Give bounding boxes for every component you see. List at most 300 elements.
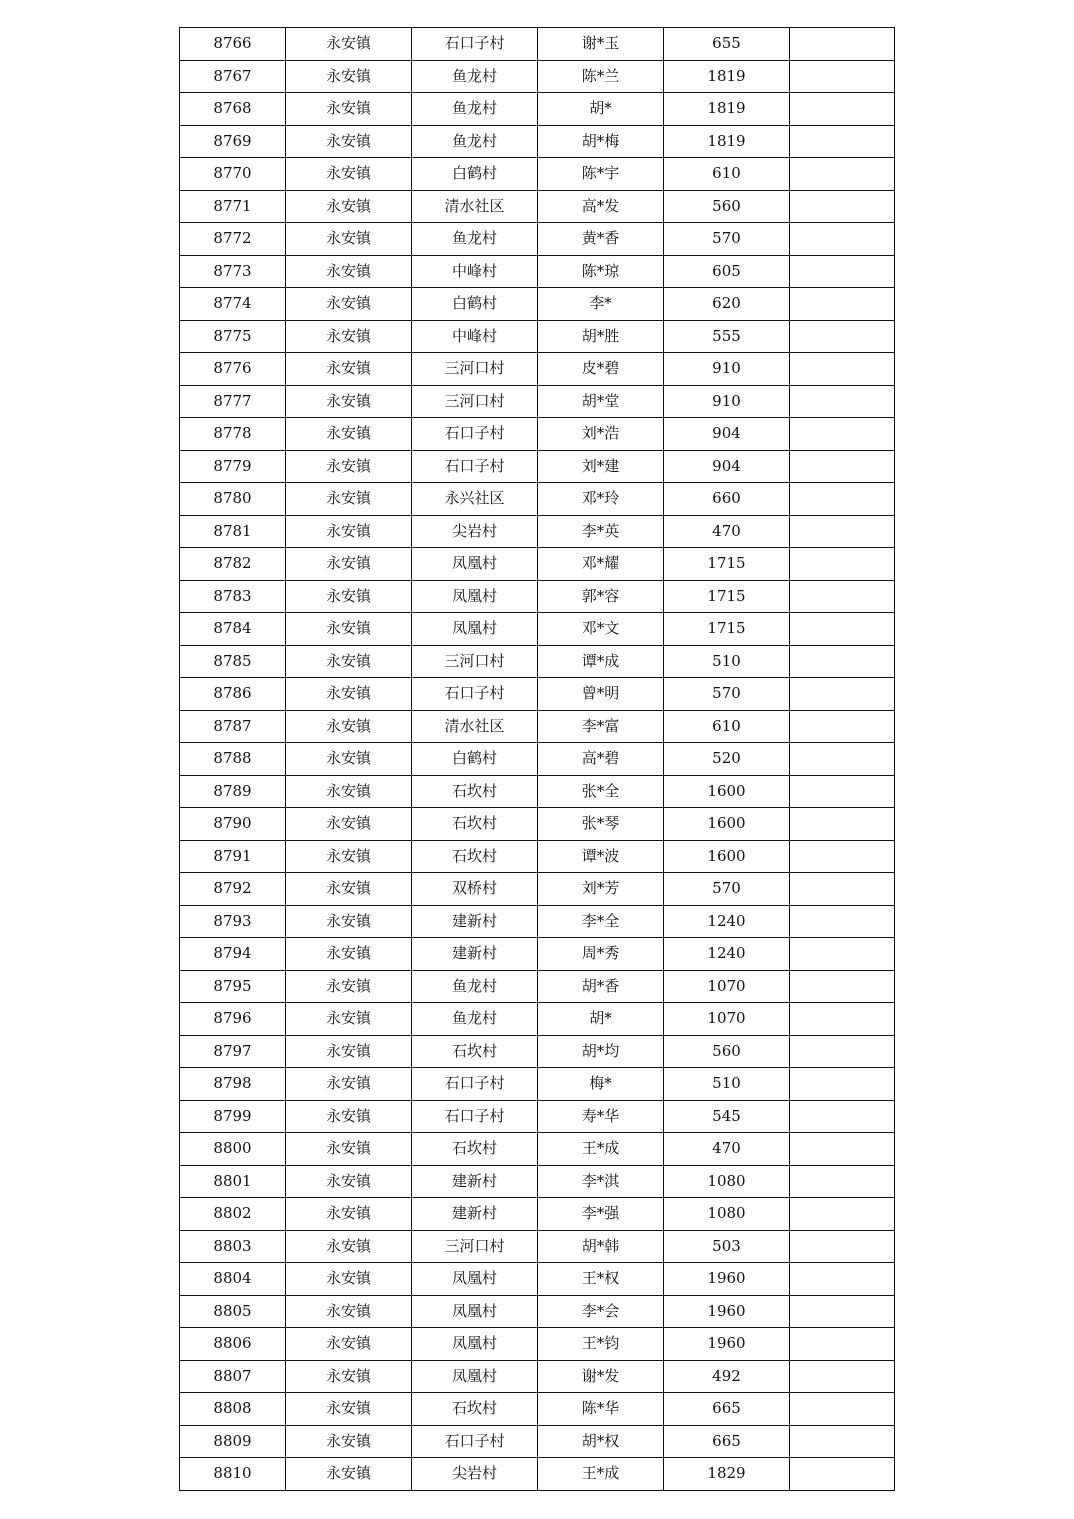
name-cell: 胡*香 — [538, 970, 664, 1003]
name-cell: 王*成 — [538, 1458, 664, 1491]
name-cell: 张*全 — [538, 775, 664, 808]
name-cell: 谢*发 — [538, 1360, 664, 1393]
amount-cell: 1960 — [664, 1263, 790, 1296]
note-cell — [790, 743, 895, 776]
note-cell — [790, 678, 895, 711]
town-cell: 永安镇 — [286, 288, 412, 321]
table-row — [180, 1198, 895, 1231]
amount-cell: 620 — [664, 288, 790, 321]
serial-number-cell: 8807 — [180, 1360, 286, 1393]
serial-number-cell: 8782 — [180, 548, 286, 581]
town-cell: 永安镇 — [286, 1068, 412, 1101]
town-cell: 永安镇 — [286, 93, 412, 126]
amount-cell: 510 — [664, 645, 790, 678]
amount-cell: 492 — [664, 1360, 790, 1393]
serial-number-cell: 8776 — [180, 353, 286, 386]
serial-number-cell: 8805 — [180, 1295, 286, 1328]
name-cell: 胡* — [538, 93, 664, 126]
name-cell: 胡* — [538, 1003, 664, 1036]
amount-cell: 1715 — [664, 613, 790, 646]
serial-number-cell: 8809 — [180, 1425, 286, 1458]
serial-number-cell: 8784 — [180, 613, 286, 646]
table-row — [180, 678, 895, 711]
table-row — [180, 1100, 895, 1133]
name-cell: 陈*兰 — [538, 60, 664, 93]
serial-number-cell: 8777 — [180, 385, 286, 418]
name-cell: 胡*胜 — [538, 320, 664, 353]
name-cell: 李*全 — [538, 905, 664, 938]
table-row — [180, 775, 895, 808]
note-cell — [790, 28, 895, 61]
amount-cell: 910 — [664, 385, 790, 418]
amount-cell: 560 — [664, 190, 790, 223]
town-cell: 永安镇 — [286, 970, 412, 1003]
serial-number-cell: 8768 — [180, 93, 286, 126]
town-cell: 永安镇 — [286, 1198, 412, 1231]
village-cell: 建新村 — [412, 1198, 538, 1231]
note-cell — [790, 1133, 895, 1166]
amount-cell: 560 — [664, 1035, 790, 1068]
town-cell: 永安镇 — [286, 483, 412, 516]
name-cell: 王*成 — [538, 1133, 664, 1166]
town-cell: 永安镇 — [286, 1165, 412, 1198]
note-cell — [790, 1393, 895, 1426]
serial-number-cell: 8791 — [180, 840, 286, 873]
serial-number-cell: 8794 — [180, 938, 286, 971]
town-cell: 永安镇 — [286, 515, 412, 548]
village-cell: 石口子村 — [412, 28, 538, 61]
name-cell: 谭*波 — [538, 840, 664, 873]
village-cell: 鱼龙村 — [412, 970, 538, 1003]
village-cell: 凤凰村 — [412, 580, 538, 613]
name-cell: 高*发 — [538, 190, 664, 223]
serial-number-cell: 8781 — [180, 515, 286, 548]
village-cell: 石口子村 — [412, 1068, 538, 1101]
village-cell: 石口子村 — [412, 1100, 538, 1133]
name-cell: 李*英 — [538, 515, 664, 548]
serial-number-cell: 8799 — [180, 1100, 286, 1133]
name-cell: 胡*堂 — [538, 385, 664, 418]
note-cell — [790, 1100, 895, 1133]
serial-number-cell: 8771 — [180, 190, 286, 223]
table-row — [180, 613, 895, 646]
town-cell: 永安镇 — [286, 938, 412, 971]
village-cell: 中峰村 — [412, 320, 538, 353]
note-cell — [790, 158, 895, 191]
table-row — [180, 1165, 895, 1198]
name-cell: 黄*香 — [538, 223, 664, 256]
name-cell: 张*琴 — [538, 808, 664, 841]
village-cell: 白鹤村 — [412, 158, 538, 191]
table-row — [180, 190, 895, 223]
serial-number-cell: 8767 — [180, 60, 286, 93]
name-cell: 周*秀 — [538, 938, 664, 971]
town-cell: 永安镇 — [286, 1425, 412, 1458]
note-cell — [790, 1230, 895, 1263]
amount-cell: 665 — [664, 1393, 790, 1426]
village-cell: 凤凰村 — [412, 1263, 538, 1296]
village-cell: 石坎村 — [412, 1035, 538, 1068]
village-cell: 凤凰村 — [412, 1360, 538, 1393]
amount-cell: 610 — [664, 158, 790, 191]
table-row — [180, 548, 895, 581]
table-row — [180, 223, 895, 256]
town-cell: 永安镇 — [286, 1035, 412, 1068]
table-row — [180, 840, 895, 873]
town-cell: 永安镇 — [286, 1295, 412, 1328]
table-row — [180, 1360, 895, 1393]
table-row — [180, 938, 895, 971]
name-cell: 邓*文 — [538, 613, 664, 646]
table-row — [180, 93, 895, 126]
amount-cell: 520 — [664, 743, 790, 776]
village-cell: 三河口村 — [412, 353, 538, 386]
note-cell — [790, 450, 895, 483]
village-cell: 石坎村 — [412, 1133, 538, 1166]
note-cell — [790, 840, 895, 873]
name-cell: 胡*权 — [538, 1425, 664, 1458]
amount-cell: 570 — [664, 223, 790, 256]
serial-number-cell: 8780 — [180, 483, 286, 516]
table-row — [180, 808, 895, 841]
serial-number-cell: 8772 — [180, 223, 286, 256]
village-cell: 凤凰村 — [412, 613, 538, 646]
serial-number-cell: 8798 — [180, 1068, 286, 1101]
name-cell: 刘*建 — [538, 450, 664, 483]
village-cell: 建新村 — [412, 1165, 538, 1198]
serial-number-cell: 8786 — [180, 678, 286, 711]
serial-number-cell: 8800 — [180, 1133, 286, 1166]
note-cell — [790, 1328, 895, 1361]
village-cell: 清水社区 — [412, 710, 538, 743]
table-row — [180, 905, 895, 938]
amount-cell: 570 — [664, 873, 790, 906]
note-cell — [790, 418, 895, 451]
town-cell: 永安镇 — [286, 710, 412, 743]
table-row — [180, 743, 895, 776]
village-cell: 石口子村 — [412, 678, 538, 711]
village-cell: 永兴社区 — [412, 483, 538, 516]
amount-cell: 660 — [664, 483, 790, 516]
village-cell: 白鹤村 — [412, 743, 538, 776]
table-row — [180, 450, 895, 483]
table-row — [180, 125, 895, 158]
village-cell: 尖岩村 — [412, 1458, 538, 1491]
village-cell: 鱼龙村 — [412, 125, 538, 158]
amount-cell: 1070 — [664, 1003, 790, 1036]
serial-number-cell: 8804 — [180, 1263, 286, 1296]
note-cell — [790, 385, 895, 418]
table-row — [180, 385, 895, 418]
table-row — [180, 255, 895, 288]
table-row — [180, 645, 895, 678]
table-row — [180, 1133, 895, 1166]
roster-table-body — [180, 28, 895, 1491]
table-row — [180, 1068, 895, 1101]
table-row — [180, 1425, 895, 1458]
amount-cell: 610 — [664, 710, 790, 743]
name-cell: 胡*均 — [538, 1035, 664, 1068]
note-cell — [790, 1165, 895, 1198]
serial-number-cell: 8775 — [180, 320, 286, 353]
name-cell: 李*富 — [538, 710, 664, 743]
note-cell — [790, 125, 895, 158]
town-cell: 永安镇 — [286, 808, 412, 841]
name-cell: 王*权 — [538, 1263, 664, 1296]
amount-cell: 470 — [664, 1133, 790, 1166]
table-row — [180, 515, 895, 548]
name-cell: 陈*宇 — [538, 158, 664, 191]
town-cell: 永安镇 — [286, 1360, 412, 1393]
town-cell: 永安镇 — [286, 60, 412, 93]
note-cell — [790, 1198, 895, 1231]
name-cell: 寿*华 — [538, 1100, 664, 1133]
town-cell: 永安镇 — [286, 418, 412, 451]
village-cell: 石坎村 — [412, 775, 538, 808]
village-cell: 石口子村 — [412, 418, 538, 451]
village-cell: 凤凰村 — [412, 548, 538, 581]
note-cell — [790, 970, 895, 1003]
amount-cell: 1715 — [664, 548, 790, 581]
serial-number-cell: 8778 — [180, 418, 286, 451]
town-cell: 永安镇 — [286, 873, 412, 906]
name-cell: 李*会 — [538, 1295, 664, 1328]
village-cell: 鱼龙村 — [412, 223, 538, 256]
town-cell: 永安镇 — [286, 678, 412, 711]
town-cell: 永安镇 — [286, 385, 412, 418]
serial-number-cell: 8806 — [180, 1328, 286, 1361]
amount-cell: 1080 — [664, 1165, 790, 1198]
amount-cell: 1819 — [664, 93, 790, 126]
village-cell: 双桥村 — [412, 873, 538, 906]
name-cell: 郭*容 — [538, 580, 664, 613]
town-cell: 永安镇 — [286, 1003, 412, 1036]
town-cell: 永安镇 — [286, 1458, 412, 1491]
note-cell — [790, 353, 895, 386]
note-cell — [790, 548, 895, 581]
town-cell: 永安镇 — [286, 1230, 412, 1263]
village-cell: 白鹤村 — [412, 288, 538, 321]
name-cell: 梅* — [538, 1068, 664, 1101]
serial-number-cell: 8810 — [180, 1458, 286, 1491]
amount-cell: 655 — [664, 28, 790, 61]
name-cell: 皮*碧 — [538, 353, 664, 386]
table-row — [180, 158, 895, 191]
table-row — [180, 60, 895, 93]
amount-cell: 665 — [664, 1425, 790, 1458]
serial-number-cell: 8793 — [180, 905, 286, 938]
serial-number-cell: 8788 — [180, 743, 286, 776]
table-row — [180, 1263, 895, 1296]
village-cell: 建新村 — [412, 905, 538, 938]
table-row — [180, 1035, 895, 1068]
name-cell: 胡*梅 — [538, 125, 664, 158]
town-cell: 永安镇 — [286, 223, 412, 256]
village-cell: 中峰村 — [412, 255, 538, 288]
serial-number-cell: 8792 — [180, 873, 286, 906]
serial-number-cell: 8808 — [180, 1393, 286, 1426]
village-cell: 三河口村 — [412, 645, 538, 678]
table-row — [180, 28, 895, 61]
note-cell — [790, 645, 895, 678]
town-cell: 永安镇 — [286, 613, 412, 646]
town-cell: 永安镇 — [286, 353, 412, 386]
town-cell: 永安镇 — [286, 1263, 412, 1296]
village-cell: 尖岩村 — [412, 515, 538, 548]
town-cell: 永安镇 — [286, 190, 412, 223]
note-cell — [790, 873, 895, 906]
town-cell: 永安镇 — [286, 28, 412, 61]
amount-cell: 1829 — [664, 1458, 790, 1491]
table-row — [180, 1328, 895, 1361]
amount-cell: 555 — [664, 320, 790, 353]
town-cell: 永安镇 — [286, 580, 412, 613]
note-cell — [790, 580, 895, 613]
serial-number-cell: 8773 — [180, 255, 286, 288]
note-cell — [790, 938, 895, 971]
note-cell — [790, 613, 895, 646]
town-cell: 永安镇 — [286, 775, 412, 808]
amount-cell: 1070 — [664, 970, 790, 1003]
town-cell: 永安镇 — [286, 1328, 412, 1361]
village-cell: 石口子村 — [412, 450, 538, 483]
amount-cell: 1080 — [664, 1198, 790, 1231]
name-cell: 邓*耀 — [538, 548, 664, 581]
name-cell: 李*强 — [538, 1198, 664, 1231]
table-row — [180, 1295, 895, 1328]
village-cell: 鱼龙村 — [412, 93, 538, 126]
village-cell: 清水社区 — [412, 190, 538, 223]
town-cell: 永安镇 — [286, 1393, 412, 1426]
table-row — [180, 1230, 895, 1263]
amount-cell: 1240 — [664, 938, 790, 971]
town-cell: 永安镇 — [286, 743, 412, 776]
village-cell: 三河口村 — [412, 1230, 538, 1263]
note-cell — [790, 1035, 895, 1068]
village-cell: 石口子村 — [412, 1425, 538, 1458]
amount-cell: 1715 — [664, 580, 790, 613]
table-row — [180, 288, 895, 321]
note-cell — [790, 1458, 895, 1491]
name-cell: 刘*浩 — [538, 418, 664, 451]
amount-cell: 1600 — [664, 808, 790, 841]
town-cell: 永安镇 — [286, 1100, 412, 1133]
table-row — [180, 1458, 895, 1491]
note-cell — [790, 93, 895, 126]
table-row — [180, 1393, 895, 1426]
note-cell — [790, 775, 895, 808]
note-cell — [790, 905, 895, 938]
town-cell: 永安镇 — [286, 158, 412, 191]
note-cell — [790, 255, 895, 288]
serial-number-cell: 8803 — [180, 1230, 286, 1263]
name-cell: 谢*玉 — [538, 28, 664, 61]
note-cell — [790, 1425, 895, 1458]
serial-number-cell: 8790 — [180, 808, 286, 841]
town-cell: 永安镇 — [286, 1133, 412, 1166]
amount-cell: 545 — [664, 1100, 790, 1133]
village-cell: 凤凰村 — [412, 1295, 538, 1328]
name-cell: 高*碧 — [538, 743, 664, 776]
name-cell: 刘*芳 — [538, 873, 664, 906]
serial-number-cell: 8787 — [180, 710, 286, 743]
serial-number-cell: 8769 — [180, 125, 286, 158]
amount-cell: 1600 — [664, 775, 790, 808]
amount-cell: 510 — [664, 1068, 790, 1101]
serial-number-cell: 8783 — [180, 580, 286, 613]
amount-cell: 605 — [664, 255, 790, 288]
table-row — [180, 710, 895, 743]
table-row — [180, 1003, 895, 1036]
amount-cell: 1240 — [664, 905, 790, 938]
town-cell: 永安镇 — [286, 905, 412, 938]
town-cell: 永安镇 — [286, 320, 412, 353]
note-cell — [790, 1295, 895, 1328]
note-cell — [790, 1068, 895, 1101]
serial-number-cell: 8795 — [180, 970, 286, 1003]
village-cell: 凤凰村 — [412, 1328, 538, 1361]
note-cell — [790, 515, 895, 548]
village-cell: 三河口村 — [412, 385, 538, 418]
amount-cell: 1960 — [664, 1328, 790, 1361]
serial-number-cell: 8785 — [180, 645, 286, 678]
name-cell: 胡*韩 — [538, 1230, 664, 1263]
serial-number-cell: 8766 — [180, 28, 286, 61]
amount-cell: 1819 — [664, 125, 790, 158]
table-row — [180, 970, 895, 1003]
town-cell: 永安镇 — [286, 125, 412, 158]
village-cell: 石坎村 — [412, 808, 538, 841]
village-cell: 鱼龙村 — [412, 60, 538, 93]
amount-cell: 1819 — [664, 60, 790, 93]
amount-cell: 1960 — [664, 1295, 790, 1328]
name-cell: 邓*玲 — [538, 483, 664, 516]
note-cell — [790, 190, 895, 223]
amount-cell: 470 — [664, 515, 790, 548]
town-cell: 永安镇 — [286, 645, 412, 678]
table-row — [180, 483, 895, 516]
serial-number-cell: 8802 — [180, 1198, 286, 1231]
name-cell: 王*钧 — [538, 1328, 664, 1361]
village-cell: 石坎村 — [412, 1393, 538, 1426]
name-cell: 李*淇 — [538, 1165, 664, 1198]
serial-number-cell: 8779 — [180, 450, 286, 483]
amount-cell: 904 — [664, 450, 790, 483]
note-cell — [790, 710, 895, 743]
serial-number-cell: 8770 — [180, 158, 286, 191]
village-cell: 建新村 — [412, 938, 538, 971]
note-cell — [790, 1003, 895, 1036]
town-cell: 永安镇 — [286, 840, 412, 873]
amount-cell: 503 — [664, 1230, 790, 1263]
note-cell — [790, 288, 895, 321]
note-cell — [790, 1360, 895, 1393]
name-cell: 陈*华 — [538, 1393, 664, 1426]
table-row — [180, 353, 895, 386]
village-cell: 鱼龙村 — [412, 1003, 538, 1036]
table-row — [180, 580, 895, 613]
note-cell — [790, 1263, 895, 1296]
table-row — [180, 418, 895, 451]
name-cell: 陈*琼 — [538, 255, 664, 288]
name-cell: 李* — [538, 288, 664, 321]
roster-table — [179, 27, 895, 1491]
table-row — [180, 320, 895, 353]
table-row — [180, 873, 895, 906]
serial-number-cell: 8774 — [180, 288, 286, 321]
amount-cell: 1600 — [664, 840, 790, 873]
village-cell: 石坎村 — [412, 840, 538, 873]
